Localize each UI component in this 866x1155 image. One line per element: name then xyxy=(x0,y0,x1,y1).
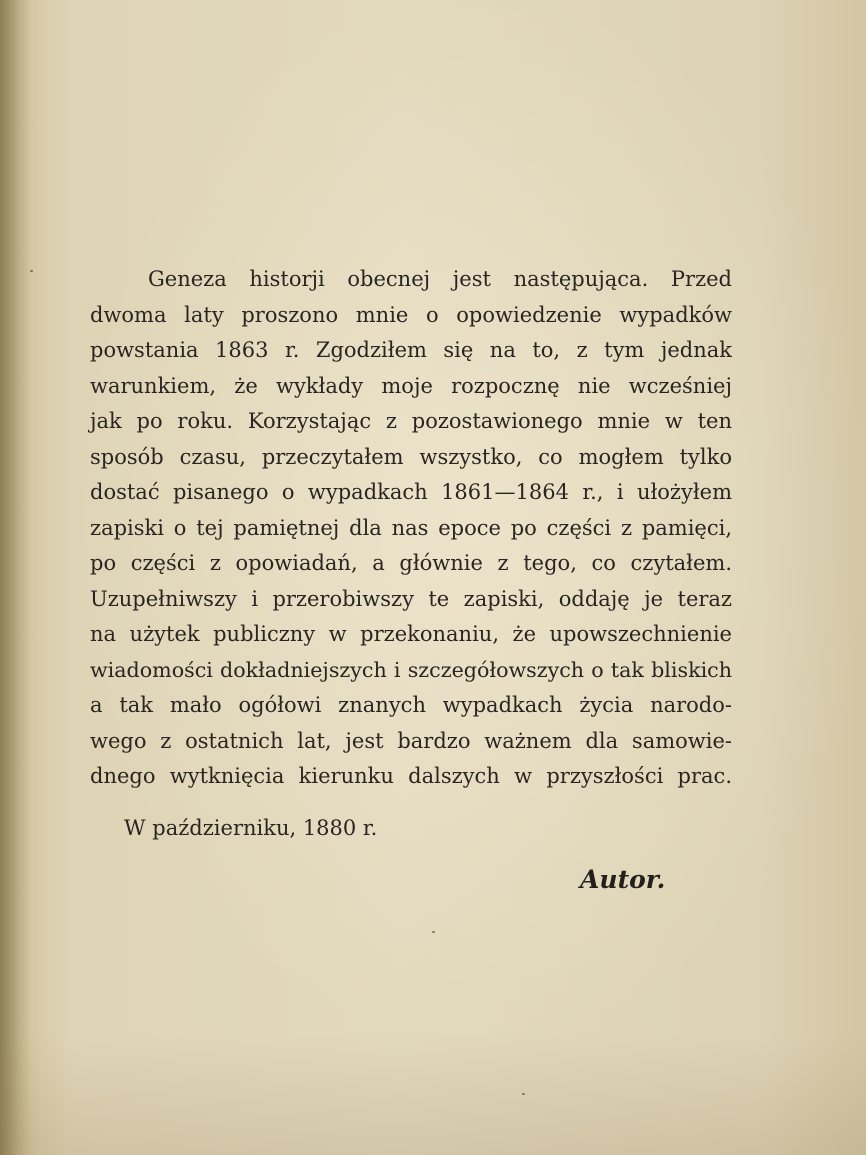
text-line: warunkiem, że wykłady moje rozpocznę nie wcześniej xyxy=(90,373,732,398)
text-line: powstania 1863 r. Zgodziłem się na to, z tym jednak xyxy=(90,338,732,362)
text-line: wego z ostatnich lat, jest bardzo ważnem dla samowie- xyxy=(90,728,732,753)
text-line: dostać pisanego o wypadkach 1861—1864 r., i ułożyłem xyxy=(90,480,732,504)
text-line: Uzupełniwszy i przerobiwszy te zapiski, oddaję je teraz xyxy=(90,586,732,611)
text-line: na użytek publiczny w przekonaniu, że upowszechnienie xyxy=(90,622,732,646)
text-line: zapiski o tej pamiętnej dla nas epoce po części z pamięci, xyxy=(90,515,732,540)
text-line: po części z opowiadań, a głównie z tego, co czytałem. xyxy=(90,551,732,575)
paper-speck xyxy=(432,931,435,933)
paper-speck xyxy=(522,1093,525,1095)
text-line: dnego wytknięcia kierunku dalszych w przyszłości prac. xyxy=(90,764,732,788)
text-line: jak po roku. Korzystając z pozostawionego mnie w ten xyxy=(90,409,732,433)
date-line: W październiku, 1880 r. xyxy=(124,816,378,840)
paper-speck xyxy=(30,270,33,272)
text-line: Geneza historji obecnej jest następująca. Przed xyxy=(148,267,732,291)
preface-text xyxy=(90,262,732,795)
author-signature: Autor. xyxy=(580,865,666,894)
text-line: a tak mało ogółowi znanych wypadkach życia narodo- xyxy=(90,693,732,717)
text-line: sposób czasu, przeczytałem wszystko, co mogłem tylko xyxy=(90,444,732,469)
text-line: dwoma laty proszono mnie o opowiedzenie wypadków xyxy=(90,302,732,327)
text-line: wiadomości dokładniejszych i szczegółowszych o tak bliskich xyxy=(90,657,732,682)
